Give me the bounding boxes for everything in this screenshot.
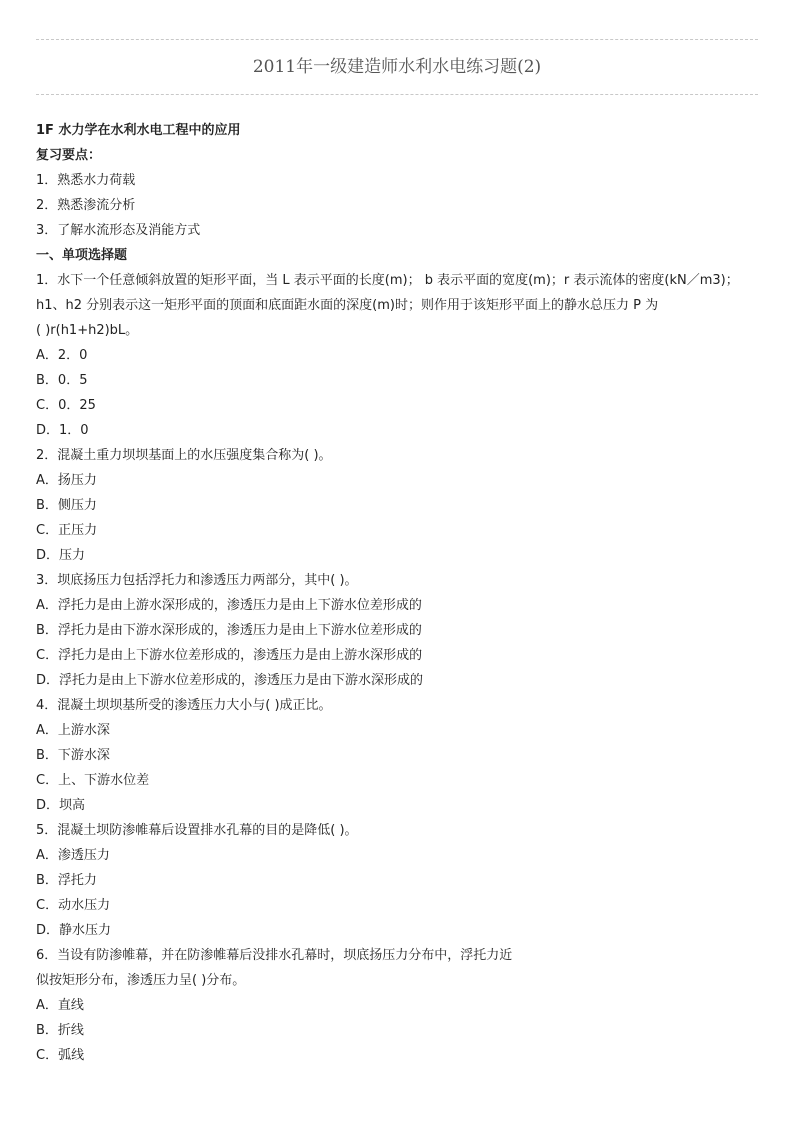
text-line: C．上、下游水位差 <box>36 773 150 788</box>
text-line: B．下游水深 <box>36 748 110 763</box>
text-line: 4．混凝土坝坝基所受的渗透压力大小与( )成正比。 <box>36 698 332 713</box>
section-heading: 复习要点： <box>36 148 102 163</box>
text-line: 2．混凝土重力坝坝基面上的水压强度集合称为( )。 <box>36 448 332 463</box>
text-line: 5．混凝土坝防渗帷幕后设置排水孔幕的目的是降低( )。 <box>36 823 358 838</box>
text-line: B．侧压力 <box>36 498 97 513</box>
text-line: B．折线 <box>36 1023 84 1038</box>
text-line: A．渗透压力 <box>36 848 110 863</box>
text-line: B．浮托力是由下游水深形成的，渗透压力是由上下游水位差形成的 <box>36 623 422 638</box>
text-line: ( )r(h1+h2)bL。 <box>36 323 139 338</box>
section-heading: 一、单项选择题 <box>36 248 128 263</box>
text-line: D．坝高 <box>36 798 86 813</box>
top-dashed-rule <box>36 39 758 40</box>
text-line: C．正压力 <box>36 523 98 538</box>
section-heading: 1F 水力学在水利水电工程中的应用 <box>36 123 241 138</box>
document-body <box>36 118 776 1068</box>
bottom-dashed-rule <box>36 94 758 95</box>
text-line: A．直线 <box>36 998 84 1013</box>
text-line: 1．熟悉水力荷载 <box>36 173 136 188</box>
text-line: B．0．5 <box>36 373 88 388</box>
text-line: C．浮托力是由上下游水位差形成的，渗透压力是由上游水深形成的 <box>36 648 423 663</box>
text-line: B．浮托力 <box>36 873 97 888</box>
text-line: C．0．25 <box>36 398 96 413</box>
text-line: A．上游水深 <box>36 723 110 738</box>
text-line: h1、h2 分别表示这一矩形平面的顶面和底面距水面的深度(m)时；则作用于该矩形平面上的静水总压力 P 为 <box>36 298 659 313</box>
text-line: C．动水压力 <box>36 898 111 913</box>
text-line: D．浮托力是由上下游水位差形成的，渗透压力是由下游水深形成的 <box>36 673 424 688</box>
text-line: 6．当设有防渗帷幕，并在防渗帷幕后没排水孔幕时，坝底扬压力分布中，浮托力近 <box>36 948 513 963</box>
text-line: 1．水下一个任意倾斜放置的矩形平面，当 L 表示平面的长度(m)； b 表示平面的宽度(m)；r 表示流体的密度(kN／m3)； <box>36 273 739 288</box>
text-line: C．弧线 <box>36 1048 85 1063</box>
text-line: A．浮托力是由上游水深形成的，渗透压力是由上下游水位差形成的 <box>36 598 422 613</box>
text-line: 2．熟悉渗流分析 <box>36 198 136 213</box>
text-line: A．扬压力 <box>36 473 97 488</box>
text-line: D．1．0 <box>36 423 89 438</box>
text-line: D．静水压力 <box>36 923 112 938</box>
text-line: 似按矩形分布，渗透压力呈( )分布。 <box>36 973 246 988</box>
text-line: 3．坝底扬压力包括浮托力和渗透压力两部分，其中( )。 <box>36 573 358 588</box>
text-line: 3．了解水流形态及消能方式 <box>36 223 201 238</box>
text-line: D．压力 <box>36 548 86 563</box>
text-line: A．2．0 <box>36 348 88 363</box>
document-title: 2011年一级建造师水利水电练习题(2) <box>252 57 542 77</box>
